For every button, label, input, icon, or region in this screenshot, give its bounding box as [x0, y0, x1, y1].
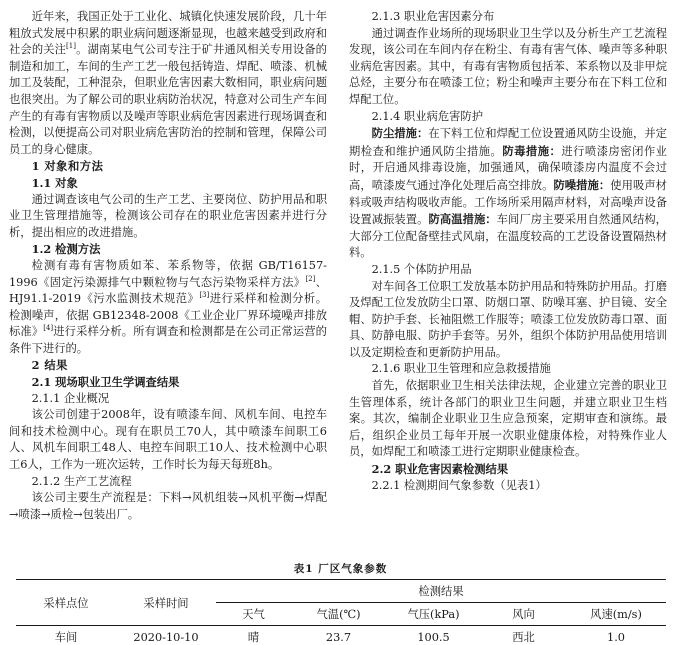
header-weather: 天气 [216, 603, 291, 626]
section-heading-1: 1 对象和方法 [31, 159, 104, 174]
cell-time: 2020-10-10 [133, 630, 199, 644]
dust-measures-paragraph [349, 125, 667, 262]
citation-2: [2] [305, 274, 316, 283]
left-column [9, 9, 327, 523]
citation-3: [3] [199, 291, 210, 300]
subsection-heading-2-1-5: 2.1.5 个体防护用品 [371, 262, 472, 276]
cell-wind-direction: 西北 [512, 631, 535, 644]
management-paragraph: 首先，依据职业卫生相关法律法规，企业建立完善的职业卫生管理体系，统计各部门的职业卫生问题，并建立职业卫生档案。其次，编制企业职业卫生应急预案，定期审查和演练。最后，组织企业员工每年开展一次职业健康体检，对特殊作业人员，如焊配工和喷漆工进行定期职业健康检查。 [349, 379, 667, 459]
subsection-heading-2-2: 2.2 职业危害因素检测结果 [371, 462, 509, 477]
subsection-heading-2-1-4: 2.1.4 职业病危害防护 [371, 109, 484, 123]
header-wind-speed: 风速(m/s) [566, 603, 666, 626]
citation-4: [4] [43, 324, 54, 333]
method-text-b: 、HJ91.1-2019《污水监测技术规范》 [9, 275, 327, 306]
overview-paragraph: 该公司创建于2008年，设有喷漆车间、风机车间、电控车间和技术检测中心。现有在职员工70人，其中喷漆车间职工6人、风机车间职工48人、电控车间职工10人、技术检测中心职工6人，工作为一班次运转，工作时长为每天每班8h。 [9, 408, 327, 472]
header-wind-direction: 风向 [481, 603, 566, 626]
cell-wind-speed: 1.0 [607, 630, 625, 644]
right-column [349, 9, 667, 494]
cell-point: 车间 [54, 631, 78, 644]
section-heading-2: 2 结果 [31, 358, 68, 373]
table-row [16, 626, 666, 645]
subsection-heading-2-2-1: 2.2.1 检测期间气象参数（见表1） [371, 478, 547, 492]
method-text-d: 进行采样分析。所有调查和检测都是在公司正常运营的条件下进行的。 [9, 325, 327, 355]
subsection-heading-1-1: 1.1 对象 [31, 175, 78, 190]
subsection-heading-2-1-6: 2.1.6 职业卫生管理和应急救援措施 [371, 362, 551, 376]
process-paragraph: 该公司主要生产流程是：下料→风机组装→风机平衡→焊配→喷漆→质检→包装出厂。 [9, 491, 327, 521]
method-text-a: 检测有毒有害物质如苯、苯系物等，依据 GB/T16157-1996《固定污染源排气中颗粒物与气态污染物采样方法》 [9, 258, 327, 289]
dust-measures-text: 在下料工位和焊配工位设置通风防尘设施，并定期检查和维护通风防尘措施。 [349, 127, 667, 158]
dust-measures-label: 防尘措施： [371, 126, 429, 141]
toxic-measures-text: 进行喷漆房密闭作业时，开启通风排毒设施，加强通风，确保喷漆房内温度不会过高，喷漆废气通过净化处理后高空排放。 [349, 144, 667, 192]
noise-measures-label: 防噪措施： [553, 177, 611, 192]
method-paragraph [9, 258, 327, 358]
header-sampling-time: 采样时间 [116, 580, 216, 626]
cell-temperature: 23.7 [325, 630, 352, 644]
subsection-heading-2-1: 2.1 现场职业卫生学调查结果 [31, 375, 180, 390]
heat-measures-label: 防高温措施： [428, 212, 497, 227]
citation-1: [1] [66, 42, 76, 51]
distribution-paragraph: 通过调查作业场所的现场职业卫生学以及分析生产工艺流程发现，该公司在车间内存在粉尘、有毒有害气体、噪声等多种职业病危害因素。其中，有毒有害物质包括苯、苯系物以及非甲烷总烃，主要分布在喷漆工位；粉尘和噪声主要分布在下料工位和焊配工位。 [349, 26, 667, 106]
noise-measures-text: 使用吸声材料或吸声结构吸收声能。工作场所采用隔声材料，对高噪声设备设置减振装置。 [349, 178, 667, 227]
subsection-heading-2-1-3: 2.1.3 职业危害因素分布 [371, 10, 495, 23]
cell-weather: 晴 [247, 631, 260, 644]
subsection-heading-2-1-2: 2.1.2 生产工艺流程 [31, 474, 132, 488]
object-paragraph: 通过调查该电气公司的生产工艺、主要岗位、防护用品和职业卫生管理措施等，检测该公司存在的职业危害因素并进行分析，提出相应的改进措施。 [9, 192, 327, 239]
weather-table-container [16, 579, 666, 645]
intro-text-a: 近年来，我国正处于工业化、城镇化快速发展阶段，几十年粗放式发展中积累的职业病问题逐渐显现，也越来越受到政府和社会的关注 [9, 10, 327, 57]
cell-pressure: 100.5 [417, 630, 450, 644]
subsection-heading-1-2: 1.2 检测方法 [31, 242, 101, 257]
intro-text-b: 。湖南某电气公司专注于矿井通风相关专用设备的制造和加工，车间的生产工艺一般包括铸造、焊配、喷漆、机械加工及装配，工种混杂，但职业危害因素大数相同，职业病问题也很突出。为了解公司的职业病防治状况，特意对公司生产车间产生的有毒有害物质以及噪声等职业病危害因素进行现场调查和检测，以便提高公司对职业病危害防治的控制和管理，保障公司员工的身心健康。 [9, 43, 327, 156]
table-caption: 表1 厂区气象参数 [293, 563, 388, 575]
intro-paragraph [9, 9, 327, 158]
heat-measures-text: 车间厂房主要采用自然通风结构，大部分工位配备壁挂式风扇，在温度较高的工艺设备设置隔热材料。 [349, 213, 667, 260]
subsection-heading-2-1-1: 2.1.1 企业概况 [31, 391, 110, 405]
header-temperature: 气温(℃) [291, 603, 386, 626]
header-test-results: 检测结果 [216, 580, 666, 603]
header-pressure: 气压(kPa) [386, 603, 481, 626]
method-text-c: 进行采样和检测分析。检测噪声，依据 GB12348-2008《工业企业厂界环境噪声排放标准》 [9, 292, 327, 339]
header-sampling-point: 采样点位 [16, 580, 116, 626]
weather-parameters-table [16, 579, 666, 645]
toxic-measures-label: 防毒措施： [502, 143, 562, 158]
ppe-paragraph: 对车间各工位职工发放基本防护用品和特殊防护用品。打磨及焊配工位发放防尘口罩、防烟口罩、防噪耳塞、护目镜、安全帽、防护手套、长袖阻燃工作服等；喷漆工位发放防毒口罩、面具、防静电服、防护手套等。另外，组织个体防护用品使用培训以及定期检查和更新防护用品。 [349, 279, 667, 359]
